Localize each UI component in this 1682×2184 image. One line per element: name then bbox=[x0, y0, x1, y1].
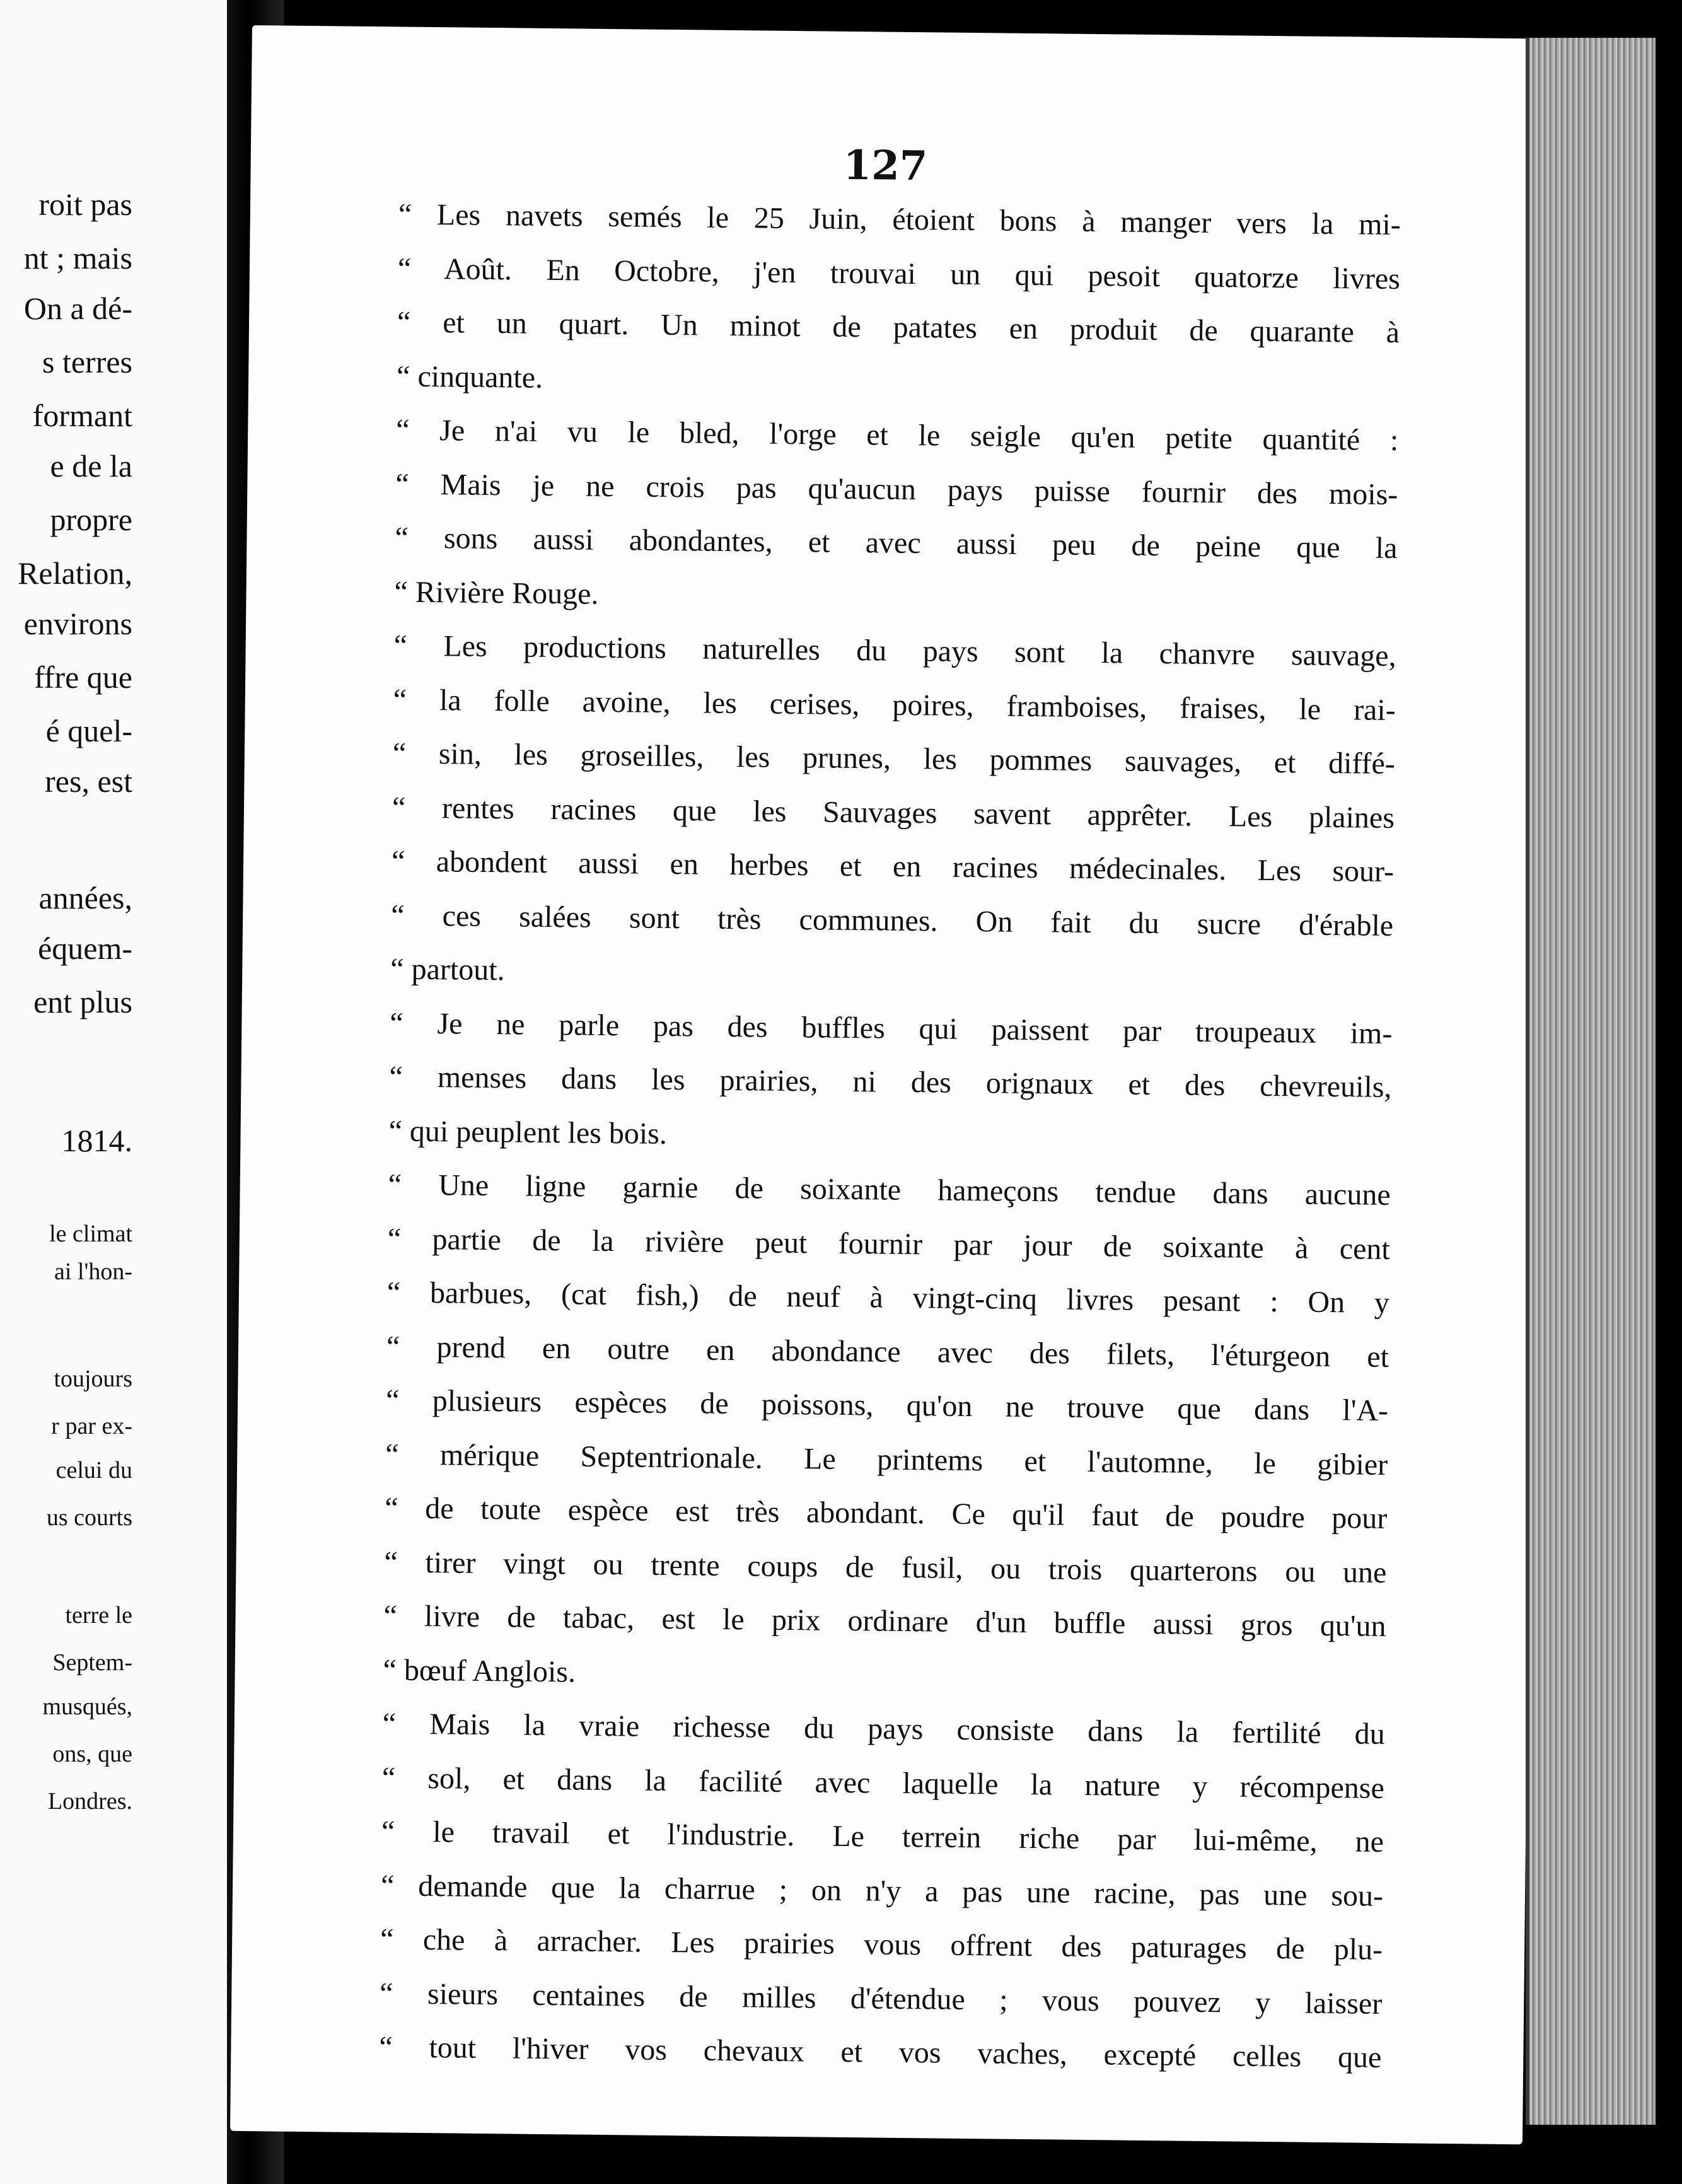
page-number: 127 bbox=[843, 141, 928, 190]
text-line: “ sin, les groseilles, les prunes, les pommes sauvages, et diffé- bbox=[392, 736, 1396, 781]
text-line: “ prend en outre en abondance avec des filets, l'éturgeon et bbox=[386, 1329, 1389, 1374]
text-line: “ la folle avoine, les cerises, poires, framboises, fraises, le rai- bbox=[393, 682, 1396, 727]
text-line: “ sons aussi abondantes, et avec aussi peu de peine que la bbox=[395, 521, 1398, 566]
left-line: ons, que bbox=[52, 1741, 132, 1767]
text-line: “ Une ligne garnie de soixante hameçons tendue dans aucune bbox=[388, 1168, 1391, 1212]
text-line: “ partout. bbox=[390, 952, 505, 987]
left-line: ffre que bbox=[34, 659, 132, 695]
left-line: res, est bbox=[45, 764, 132, 799]
left-line: r par ex- bbox=[51, 1413, 132, 1439]
left-line: 1814. bbox=[61, 1123, 132, 1158]
text-line: “ sol, et dans la facilité avec laquelle la nature y récompense bbox=[381, 1760, 1385, 1805]
text-line: “ Mais je ne crois pas qu'aucun pays puisse fournir des mois- bbox=[395, 467, 1398, 511]
left-line: toujours bbox=[54, 1366, 132, 1392]
text-line: “ Rivière Rouge. bbox=[394, 574, 599, 611]
text-line: “ abondent aussi en herbes et en racines médecinales. Les sour- bbox=[391, 844, 1395, 889]
text-line: “ demande que la charrue ; on n'y a pas une racine, pas une sou- bbox=[380, 1868, 1384, 1913]
text-line: “ Mais la vraie richesse du pays consiste dans la fertilité du bbox=[382, 1707, 1385, 1751]
left-line: le climat bbox=[49, 1221, 132, 1247]
text-line: “ de toute espèce est très abondant. Ce qu'il faut de poudre pour bbox=[385, 1491, 1388, 1535]
left-line: é quel- bbox=[45, 713, 132, 748]
left-line: équem- bbox=[38, 931, 132, 966]
text-line: “ rentes racines que les Sauvages savent apprêter. Les plaines bbox=[392, 790, 1395, 835]
left-line: Septem- bbox=[52, 1649, 132, 1676]
left-line: On a dé- bbox=[23, 291, 132, 326]
left-line: s terres bbox=[42, 344, 132, 380]
left-line: propre bbox=[50, 502, 132, 537]
right-page bbox=[230, 25, 1545, 2144]
text-line: “ menses dans les prairies, ni des orignaux et des chevreuils, bbox=[389, 1060, 1392, 1105]
left-page bbox=[0, 0, 227, 2184]
left-line: ai l'hon- bbox=[54, 1258, 132, 1285]
left-line: nt ; mais bbox=[23, 240, 132, 276]
text-line: “ barbues, (cat fish,) de neuf à vingt-cinq livres pesant : On y bbox=[386, 1275, 1390, 1320]
page-body bbox=[379, 187, 1401, 2084]
left-line: ent plus bbox=[33, 984, 132, 1019]
left-line: environs bbox=[23, 606, 132, 641]
left-line: Londres. bbox=[47, 1788, 132, 1815]
left-line: us courts bbox=[46, 1504, 132, 1531]
left-line: années, bbox=[38, 880, 132, 915]
text-line: “ mérique Septentrionale. Le printems et l'automne, le gibier bbox=[385, 1437, 1388, 1482]
text-line: “ qui peuplent les bois. bbox=[388, 1113, 668, 1151]
text-line: “ che à arracher. Les prairies vous offrent des paturages de plu- bbox=[380, 1922, 1383, 1966]
left-line: formant bbox=[32, 398, 132, 433]
left-line: e de la bbox=[50, 448, 132, 484]
page-stack-edge bbox=[1526, 38, 1656, 2125]
text-line: “ Août. En Octobre, j'en trouvai un qui pesoit quatorze livres bbox=[397, 251, 1401, 296]
text-line: “ tirer vingt ou trente coups de fusil, ou trois quarterons ou une bbox=[384, 1545, 1387, 1589]
text-line: “ ces salées sont très communes. On fait du sucre d'érable bbox=[390, 898, 1394, 943]
left-line: terre le bbox=[65, 1602, 132, 1629]
text-line: “ et un quart. Un minot de patates en produit de quarante à bbox=[397, 305, 1400, 350]
text-line: “ bœuf Anglois. bbox=[383, 1653, 576, 1689]
text-line: “ le travail et l'industrie. Le terrein riche par lui-même, ne bbox=[381, 1815, 1384, 1859]
text-line: “ plusieurs espèces de poissons, qu'on ne trouve que dans l'A- bbox=[385, 1383, 1389, 1427]
left-line: Relation, bbox=[18, 555, 132, 591]
left-line: celui du bbox=[55, 1457, 132, 1484]
text-line: “ sieurs centaines de milles d'étendue ; vous pouvez y laisser bbox=[380, 1976, 1383, 2021]
text-line: “ Les productions naturelles du pays sont la chanvre sauvage, bbox=[393, 629, 1396, 673]
text-line: “ cinquante. bbox=[396, 359, 543, 395]
text-line: “ tout l'hiver vos chevaux et vos vaches, excepté celles que bbox=[379, 2030, 1382, 2074]
left-line: roit pas bbox=[38, 187, 132, 222]
text-line: “ Les navets semés le 25 Juin, étoient bons à manger vers la mi- bbox=[398, 197, 1401, 242]
left-line: musqués, bbox=[42, 1693, 132, 1720]
text-line: “ Je n'ai vu le bled, l'orge et le seigle qu'en petite quantité : bbox=[396, 413, 1399, 458]
text-line: “ livre de tabac, est le prix ordinare d'un buffle aussi gros qu'un bbox=[383, 1599, 1386, 1643]
text-line: “ partie de la rivière peut fournir par jour de soixante à cent bbox=[387, 1221, 1391, 1266]
text-line: “ Je ne parle pas des buffles qui paissent par troupeaux im- bbox=[390, 1006, 1393, 1050]
